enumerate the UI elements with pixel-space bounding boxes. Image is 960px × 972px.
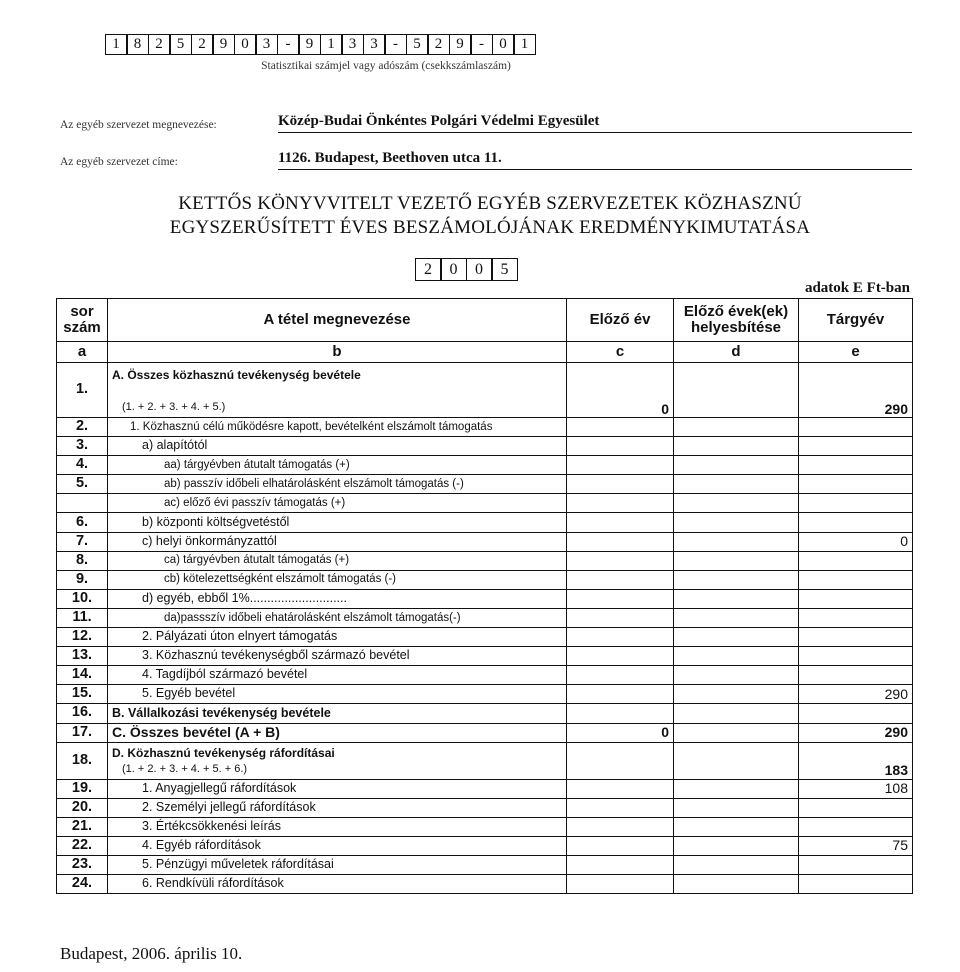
- row-number: 4.: [57, 456, 108, 475]
- row-label: cb) kötelezettségként elszámolt támogatás (-): [108, 570, 567, 589]
- title-line-1: KETTŐS KÖNYVVITELT VEZETŐ EGYÉB SZERVEZETEK KÖZHASZNÚ: [178, 193, 802, 214]
- table-row: [57, 570, 913, 589]
- table-row: [57, 723, 913, 742]
- prev-year-value: [567, 798, 674, 817]
- prev-year-value: [567, 437, 674, 456]
- table-row: [57, 817, 913, 836]
- table-row: [57, 363, 913, 418]
- row-label: 3. Értékcsökkenési leírás: [108, 817, 567, 836]
- current-year-value: 290: [799, 363, 913, 418]
- prev-year-value: [567, 779, 674, 798]
- current-year-value: [799, 456, 913, 475]
- current-year-value: 290: [799, 723, 913, 742]
- row-number: 6.: [57, 513, 108, 532]
- current-year-value: [799, 608, 913, 627]
- row-label: c) helyi önkormányzattól: [108, 532, 567, 551]
- adjust-value: [674, 779, 799, 798]
- row-number: 3.: [57, 437, 108, 456]
- adjust-value: [674, 685, 799, 704]
- prev-year-value: [567, 666, 674, 685]
- document-title: [100, 192, 880, 240]
- org-name-label: Az egyéb szervezet megnevezése:: [60, 119, 217, 131]
- column-letter: c: [567, 342, 674, 363]
- row-label: 4. Egyéb ráfordítások: [108, 836, 567, 855]
- digit-box: -: [277, 34, 300, 55]
- current-year-value: [799, 570, 913, 589]
- prev-year-value: [567, 532, 674, 551]
- adjust-value: [674, 723, 799, 742]
- adjust-value: [674, 608, 799, 627]
- prev-year-value: [567, 836, 674, 855]
- header-item-name: A tétel megnevezése: [108, 299, 567, 342]
- adjust-value: [674, 798, 799, 817]
- digit-box: 1: [513, 34, 536, 55]
- row-number: 9.: [57, 570, 108, 589]
- adjust-value: [674, 363, 799, 418]
- adjust-value: [674, 836, 799, 855]
- table-row: [57, 437, 913, 456]
- prev-year-value: [567, 742, 674, 779]
- row-label: ab) passzív időbeli elhatárolásként elszámolt támogatás (-): [108, 475, 567, 494]
- adjust-value: [674, 456, 799, 475]
- table-row: [57, 418, 913, 437]
- row-label: 2. Pályázati úton elnyert támogatás: [108, 628, 567, 647]
- prev-year-value: 0: [567, 363, 674, 418]
- current-year-value: [799, 817, 913, 836]
- year-digit-box: 0: [466, 258, 493, 281]
- header-adjustment: Előző évek(ek) helyesbítése: [674, 299, 799, 342]
- row-label: ca) tárgyévben átutalt támogatás (+): [108, 551, 567, 570]
- row-label: C. Összes bevétel (A + B): [108, 723, 567, 742]
- row-number: [57, 494, 108, 513]
- table-row: [57, 875, 913, 894]
- row-number: 13.: [57, 647, 108, 666]
- current-year-value: [799, 418, 913, 437]
- row-number: 14.: [57, 666, 108, 685]
- adjust-value: [674, 666, 799, 685]
- row-label: 3. Közhasznú tevékenységből származó bevétel: [108, 647, 567, 666]
- prev-year-value: [567, 570, 674, 589]
- digit-box: 8: [126, 34, 149, 55]
- digit-box: 2: [427, 34, 450, 55]
- table-row: [57, 666, 913, 685]
- year-digit-box: 0: [440, 258, 467, 281]
- digit-box: 2: [148, 34, 171, 55]
- row-number: 18.: [57, 742, 108, 779]
- prev-year-value: [567, 855, 674, 874]
- current-year-value: [799, 666, 913, 685]
- row-formula: (1. + 2. + 3. + 4. + 5. + 6.): [122, 762, 248, 775]
- digit-box: 9: [212, 34, 235, 55]
- row-label: 5. Egyéb bevétel: [108, 685, 567, 704]
- adjust-value: [674, 513, 799, 532]
- digit-box: 5: [406, 34, 429, 55]
- adjust-value: [674, 570, 799, 589]
- header-current-year: Tárgyév: [799, 299, 913, 342]
- org-address-line: [60, 150, 912, 170]
- row-number: 15.: [57, 685, 108, 704]
- header-previous-year: Előző év: [567, 299, 674, 342]
- digit-box: 9: [449, 34, 472, 55]
- current-year-value: [799, 437, 913, 456]
- prev-year-value: [567, 628, 674, 647]
- row-label: [108, 742, 567, 779]
- income-statement-table: [56, 298, 913, 894]
- row-label: aa) tárgyévben átutalt támogatás (+): [108, 456, 567, 475]
- column-letter: a: [57, 342, 108, 363]
- table-row: [57, 836, 913, 855]
- row-number: 23.: [57, 855, 108, 874]
- row-label: B. Vállalkozási tevékenység bevétele: [108, 704, 567, 723]
- row-label: b) központi költségvetéstől: [108, 513, 567, 532]
- current-year-value: [799, 798, 913, 817]
- adjust-value: [674, 475, 799, 494]
- row-title: A. Összes közhasznú tevékenység bevétele: [112, 367, 361, 382]
- prev-year-value: [567, 589, 674, 608]
- adjust-value: [674, 704, 799, 723]
- table-row: [57, 608, 913, 627]
- year-digit-box: 2: [415, 258, 442, 281]
- row-label: a) alapítótól: [108, 437, 567, 456]
- adjust-value: [674, 418, 799, 437]
- digit-box: 3: [341, 34, 364, 55]
- row-number: 16.: [57, 704, 108, 723]
- adjust-value: [674, 494, 799, 513]
- table-row: [57, 742, 913, 779]
- prev-year-value: [567, 817, 674, 836]
- digit-box: -: [384, 34, 407, 55]
- adjust-value: [674, 551, 799, 570]
- current-year-value: [799, 513, 913, 532]
- org-address-value: 1126. Budapest, Beethoven utca 11.: [278, 150, 912, 170]
- current-year-value: 75: [799, 836, 913, 855]
- year-digit-box: 5: [491, 258, 518, 281]
- row-number: 21.: [57, 817, 108, 836]
- row-number: 20.: [57, 798, 108, 817]
- row-number: 8.: [57, 551, 108, 570]
- current-year-value: [799, 875, 913, 894]
- current-year-value: 290: [799, 685, 913, 704]
- digit-box: 0: [234, 34, 257, 55]
- adjust-value: [674, 647, 799, 666]
- digit-box: 2: [191, 34, 214, 55]
- prev-year-value: [567, 494, 674, 513]
- row-label: 1. Anyagjellegű ráfordítások: [108, 779, 567, 798]
- prev-year-value: [567, 685, 674, 704]
- adjust-value: [674, 855, 799, 874]
- current-year-value: [799, 589, 913, 608]
- table-row: [57, 647, 913, 666]
- digit-box: 1: [105, 34, 128, 55]
- table-row: [57, 628, 913, 647]
- current-year-value: 108: [799, 779, 913, 798]
- adjust-value: [674, 875, 799, 894]
- prev-year-value: [567, 475, 674, 494]
- prev-year-value: [567, 418, 674, 437]
- table-row: [57, 779, 913, 798]
- prev-year-value: [567, 647, 674, 666]
- stat-number-caption: Statisztikai számjel vagy adószám (csekkszámlaszám): [261, 60, 511, 72]
- table-row: [57, 475, 913, 494]
- row-label: da)passszív időbeli ehatárolásként elszámolt támogatás(-): [108, 608, 567, 627]
- row-label: 2. Személyi jellegű ráfordítások: [108, 798, 567, 817]
- prev-year-value: 0: [567, 723, 674, 742]
- prev-year-value: [567, 608, 674, 627]
- unit-note: adatok E Ft-ban: [804, 280, 910, 296]
- row-label: d) egyéb, ebből 1%............................: [108, 589, 567, 608]
- org-name-value: Közép-Budai Önkéntes Polgári Védelmi Egyesület: [278, 113, 912, 133]
- current-year-value: [799, 855, 913, 874]
- digit-box: 3: [255, 34, 278, 55]
- row-number: 5.: [57, 475, 108, 494]
- row-number: 7.: [57, 532, 108, 551]
- table-row: [57, 551, 913, 570]
- row-number: 10.: [57, 589, 108, 608]
- table-header-row: [57, 299, 913, 342]
- table-row: [57, 685, 913, 704]
- row-label: 6. Rendkívüli ráfordítások: [108, 875, 567, 894]
- adjust-value: [674, 532, 799, 551]
- digit-box: 9: [298, 34, 321, 55]
- row-formula: (1. + 2. + 3. + 4. + 5.): [122, 400, 226, 413]
- table-row: [57, 589, 913, 608]
- adjust-value: [674, 628, 799, 647]
- title-line-2: EGYSZERŰSÍTETT ÉVES BESZÁMOLÓJÁNAK EREDMÉNYKIMUTATÁSA: [169, 217, 811, 238]
- row-number: 19.: [57, 779, 108, 798]
- prev-year-value: [567, 704, 674, 723]
- row-number: 17.: [57, 723, 108, 742]
- current-year-value: [799, 494, 913, 513]
- table-row: [57, 494, 913, 513]
- column-letter: e: [799, 342, 913, 363]
- row-title: D. Közhasznú tevékenység ráfordításai: [112, 745, 335, 760]
- current-year-value: [799, 647, 913, 666]
- prev-year-value: [567, 875, 674, 894]
- current-year-value: [799, 628, 913, 647]
- digit-box: 5: [169, 34, 192, 55]
- year-boxes: [416, 258, 518, 281]
- row-number: 12.: [57, 628, 108, 647]
- digit-box: 1: [320, 34, 343, 55]
- digit-box: 0: [492, 34, 515, 55]
- adjust-value: [674, 589, 799, 608]
- row-number: 22.: [57, 836, 108, 855]
- prev-year-value: [567, 456, 674, 475]
- row-label: [108, 363, 567, 418]
- column-letter-row: [57, 342, 913, 363]
- org-name-line: [60, 113, 912, 133]
- prev-year-value: [567, 513, 674, 532]
- row-number: 24.: [57, 875, 108, 894]
- current-year-value: [799, 475, 913, 494]
- adjust-value: [674, 817, 799, 836]
- header-row-number: sor szám: [57, 299, 108, 342]
- table-row: [57, 532, 913, 551]
- row-label: 4. Tagdíjból származó bevétel: [108, 666, 567, 685]
- table-row: [57, 456, 913, 475]
- current-year-value: [799, 704, 913, 723]
- adjust-value: [674, 742, 799, 779]
- current-year-value: 0: [799, 532, 913, 551]
- stat-number-boxes: [106, 34, 536, 55]
- current-year-value: 183: [799, 742, 913, 779]
- place-and-date: Budapest, 2006. április 10.: [60, 944, 243, 963]
- column-letter: d: [674, 342, 799, 363]
- org-address-label: Az egyéb szervezet címe:: [60, 156, 178, 168]
- adjust-value: [674, 437, 799, 456]
- row-label: 5. Pénzügyi műveletek ráfordításai: [108, 855, 567, 874]
- digit-box: 3: [363, 34, 386, 55]
- row-number: 1.: [57, 363, 108, 418]
- row-number: 2.: [57, 418, 108, 437]
- row-label: ac) előző évi passzív támogatás (+): [108, 494, 567, 513]
- table-row: [57, 798, 913, 817]
- table-row: [57, 855, 913, 874]
- prev-year-value: [567, 551, 674, 570]
- column-letter: b: [108, 342, 567, 363]
- current-year-value: [799, 551, 913, 570]
- table-row: [57, 704, 913, 723]
- row-number: 11.: [57, 608, 108, 627]
- row-label: 1. Közhasznú célú működésre kapott, bevételként elszámolt támogatás: [108, 418, 567, 437]
- table-row: [57, 513, 913, 532]
- digit-box: -: [470, 34, 493, 55]
